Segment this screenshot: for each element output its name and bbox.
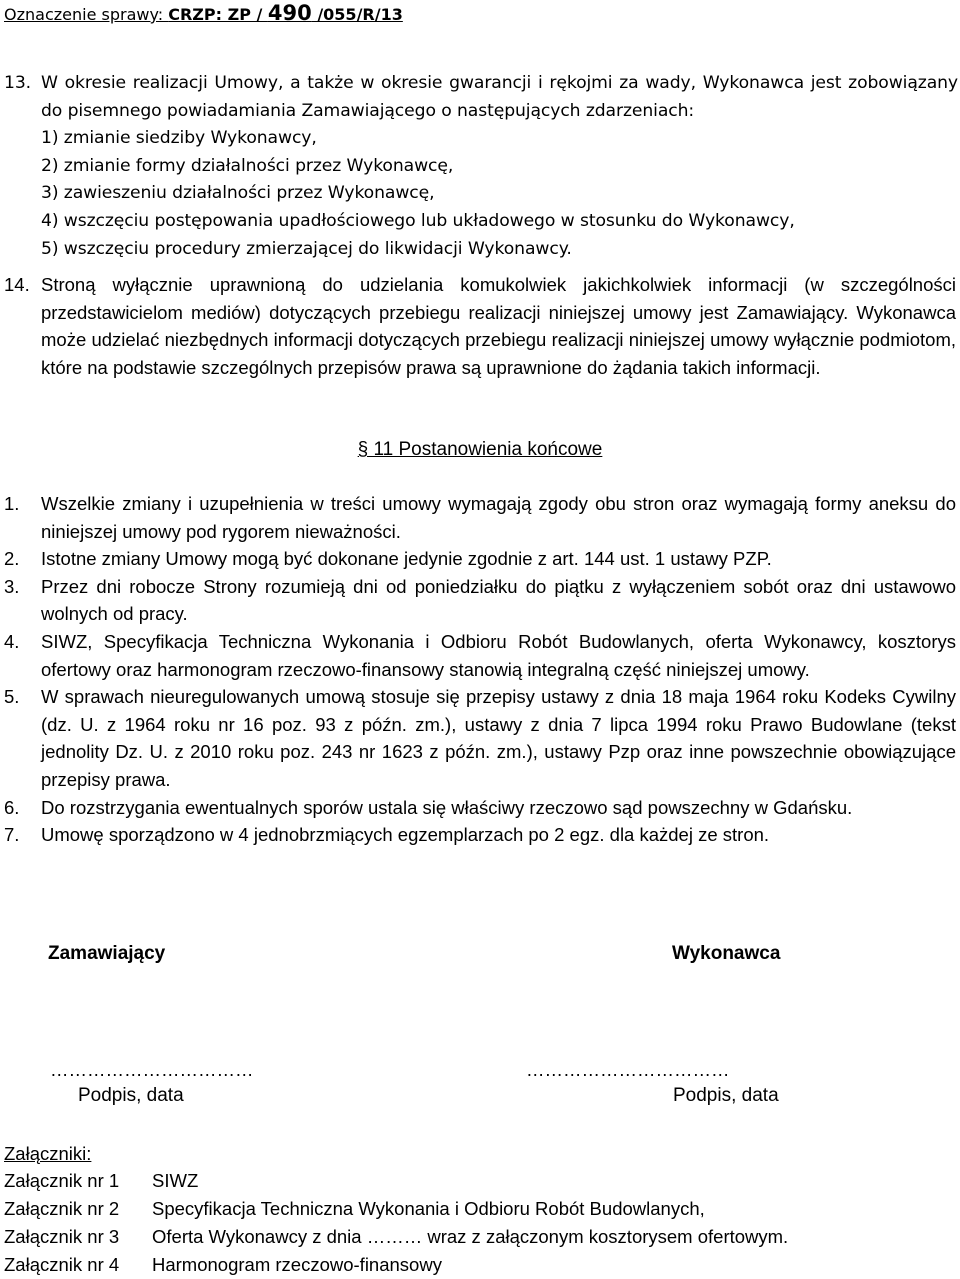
item-number: 1. [4,493,20,514]
clause-13 [4,70,958,263]
attachment-row [4,1223,788,1250]
signature-line-right: …………………………… [526,1059,730,1080]
item-text: SIWZ, Specyfikacja Techniczna Wykonania i Odbioru Robót Budowlanych, oferta Wykonawcy, kosztorys ofertowy oraz harmonogram rzeczowo-finansowy stanowią integralną część niniejszej umowy. [41,630,956,680]
list-item [4,683,956,793]
attachment-value: Harmonogram rzeczowo-finansowy [152,1254,442,1275]
signature-caption-right: Podpis, data [673,1085,779,1106]
attachment-value: Specyfikacja Techniczna Wykonania i Odbioru Robót Budowlanych, [152,1198,705,1219]
list-item: 3) zawieszeniu działalności przez Wykonawcę, [41,183,435,204]
list-item [4,794,956,822]
attachments-heading: Załączniki: [4,1143,92,1164]
signature-label-contractor: Wykonawca [672,943,781,964]
clause-13-list [4,125,958,263]
clause-14-text: Stroną wyłącznie uprawnioną do udzielania komukolwiek jakichkolwiek informacji (w szczególności przedstawicielom mediów) dotyczących przebiegu realizacji niniejszej umowy jest Zamawiający. Wykonawca może udzielać niezbędnych informacji dotyczących przebiegu realizacji niniejszej umowy wyłącznie podmiotom, które na podstawie szczególnych przepisów prawa są uprawnione do żądania takich informacji. [41,274,956,378]
item-number: 4. [4,630,20,652]
case-reference-code-a: CRZP: ZP / [168,5,268,24]
item-text: Istotne zmiany Umowy mogą być dokonane jedynie zgodnie z art. 144 ust. 1 ustawy PZP. [41,548,772,570]
item-text: Wszelkie zmiany i uzupełnienia w treści umowy wymagają zgody obu stron oraz wymagają formy aneksu do niniejszej umowy pod rygorem nieważności. [41,493,956,542]
list-item: 2) zmianie formy działalności przez Wykonawcę, [41,155,454,176]
attachment-label: Załącznik nr 1 [4,1170,120,1191]
attachment-value: SIWZ [152,1170,199,1191]
item-text: Do rozstrzygania ewentualnych sporów ustala się właściwy rzeczowo sąd powszechny w Gdańsku. [41,796,853,818]
item-number: 3. [4,575,20,597]
clause-13-intro: W okresie realizacji Umowy, a także w okresie gwarancji i rękojmi za wady, Wykonawca jest zobowiązany do pisemnego powiadamiania Zamawiającego o następujących zdarzeniach: [41,73,958,121]
item-text: Umowę sporządzono w 4 jednobrzmiących egzemplarzach po 2 egz. dla każdej ze stron. [41,824,770,846]
list-item [4,628,956,683]
item-number: 5. [4,686,20,708]
item-number: 2. [4,548,20,570]
case-reference [4,1,403,25]
list-item [4,545,956,573]
attachment-value: Oferta Wykonawcy z dnia ……… wraz z załączonym kosztorysem ofertowym. [152,1226,789,1247]
section-title [0,436,960,464]
attachment-row [4,1167,198,1194]
list-item [4,821,956,849]
attachment-row [4,1251,442,1278]
attachment-row [4,1195,705,1222]
case-reference-code-b: 490 [267,1,312,25]
list-item [4,490,956,545]
item-number: 6. [4,796,20,818]
attachment-label: Załącznik nr 3 [4,1226,120,1247]
signature-caption-left: Podpis, data [78,1085,184,1106]
item-text: Przez dni robocze Strony rozumieją dni od poniedziałku do piątku z wyłączeniem sobót oraz dni ustawowo wolnych od pracy. [41,575,956,625]
item-number: 7. [4,824,20,846]
case-reference-prefix: Oznaczenie sprawy: [4,5,169,24]
signature-label-ordering-party: Zamawiający [48,943,166,964]
list-item: 1) zmianie siedziby Wykonawcy, [41,128,317,149]
clause-14 [4,271,956,381]
attachment-label: Załącznik nr 2 [4,1198,120,1219]
clause-13-number: 13. [4,73,32,93]
signature-line-left: …………………………… [50,1059,254,1080]
list-item [4,573,956,628]
final-provisions-list [4,490,956,849]
list-item: 5) wszczęciu procedury zmierzającej do likwidacji Wykonawcy. [41,238,572,259]
clause-13-intro-block [4,70,958,125]
list-item: 4) wszczęciu postępowania upadłościowego lub układowego w stosunku do Wykonawcy, [41,210,795,231]
case-reference-code-c: /055/R/13 [311,5,403,24]
clause-14-number: 14. [4,274,30,295]
section-title-text: § 11 Postanowienia końcowe [357,439,603,460]
attachment-label: Załącznik nr 4 [4,1254,120,1275]
item-text: W sprawach nieuregulowanych umową stosuje się przepisy ustawy z dnia 18 maja 1964 roku Kodeks Cywilny (dz. U. z 1964 roku nr 16 poz. 93 z późn. zm.), ustawy z dnia 7 lipca 1994 roku Prawo Budowlane (tekst jednolity Dz. U. z 2010 roku poz. 243 nr 1623 z późn. zm.), ustawy Pzp oraz inne powszechnie obowiązujące przepisy prawa. [41,686,956,790]
